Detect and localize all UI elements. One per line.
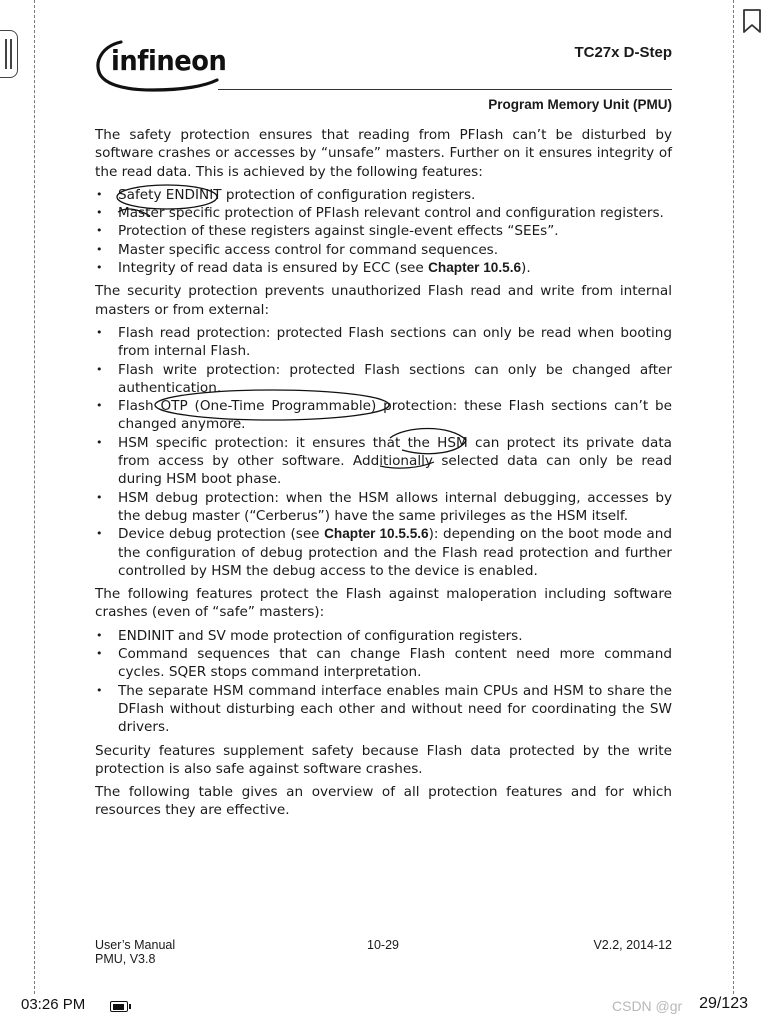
maloperation-list [95,627,672,737]
list-text: ). [521,260,531,277]
chapter-link[interactable]: Chapter 10.5.6 [428,260,522,276]
list-item: • Flash OTP (One-Time Programmable) protection: these Flash sections can’t be changed anymore. [95,397,672,434]
list-item [95,259,672,277]
right-margin-guide [733,0,734,994]
infineon-logo-text: infineon [111,44,227,77]
footer-manual [95,938,175,966]
list-item: • Protection of these registers against single-event effects “SEEs”. [95,222,672,240]
manual-label: User’s Manual [95,938,176,952]
paragraph: The safety protection ensures that reading from PFlash can’t be disturbed by software crashes or accesses by “unsafe” masters. Further on it ensures integrity of the read data. This is achieved by the following features: [95,127,672,180]
list-text: ): depending on the boot mode and the configuration of debug protection and the Flash read protection and further controlled by HSM the debug access to the device is enabled. [118,526,672,579]
handle-bar [10,39,12,69]
document-title: TC27x D-Step [574,44,672,61]
sidebar-handle-icon[interactable] [0,30,18,78]
list-item: • Command sequences that can change Flash content need more command cycles. SQER stops command interpretation. [95,645,672,682]
chapter-link[interactable]: Chapter 10.5.5.6 [324,526,429,542]
header-divider [218,89,672,90]
list-item [95,525,672,580]
paragraph: The following table gives an overview of all protection features and for which resources they are effective. [95,784,672,819]
section-title: Program Memory Unit (PMU) [488,97,672,112]
paragraph: Security features supplement safety because Flash data protected by the write protection is also safe against software crashes. [95,742,672,777]
page-indicator[interactable]: 29/123 [699,995,748,1012]
list-text: Device debug protection (see [118,526,325,543]
manual-sub: PMU, V3.8 [95,952,156,966]
safety-features-list [95,186,672,277]
paragraph: The following features protect the Flash against maloperation including software crashes (even of “safe” masters): [95,586,672,621]
page-number: 10-29 [367,938,399,952]
handle-bar [5,39,7,69]
battery-level [113,1004,124,1010]
list-item: • ENDINIT and SV mode protection of configuration registers. [95,627,672,645]
page-content [95,126,672,825]
list-item: • HSM debug protection: when the HSM allows internal debugging, accesses by the debug master (“Cerberus”) have the same privileges as the HSM itself. [95,489,672,526]
list-item: • HSM specific protection: it ensures that the HSM can protect its private data from access by other software. Additionally selected data can only be read during HSM boot phase. [95,434,672,489]
security-features-list [95,324,672,580]
list-item: • The separate HSM command interface enables main CPUs and HSM to share the DFlash without disturbing each other and without need for coordinating the SW drivers. [95,682,672,737]
bookmark-icon[interactable] [741,8,763,34]
list-item: • Master specific protection of PFlash relevant control and configuration registers. [95,204,672,222]
list-text: Integrity of read data is ensured by ECC (see [118,260,429,277]
left-margin-guide [34,0,35,994]
list-item: • Flash write protection: protected Flash sections can only be changed after authentication. [95,361,672,398]
list-item: • Master specific access control for command sequences. [95,241,672,259]
status-time: 03:26 PM [21,996,86,1013]
list-item: • Flash read protection: protected Flash sections can only be read when booting from internal Flash. [95,324,672,361]
paragraph: The security protection prevents unauthorized Flash read and write from internal masters or from external: [95,283,672,318]
battery-icon [110,1001,128,1012]
list-item: • Safety ENDINIT protection of configuration registers. [95,186,672,204]
document-version: V2.2, 2014-12 [593,938,672,952]
watermark: CSDN @gr [612,998,683,1014]
